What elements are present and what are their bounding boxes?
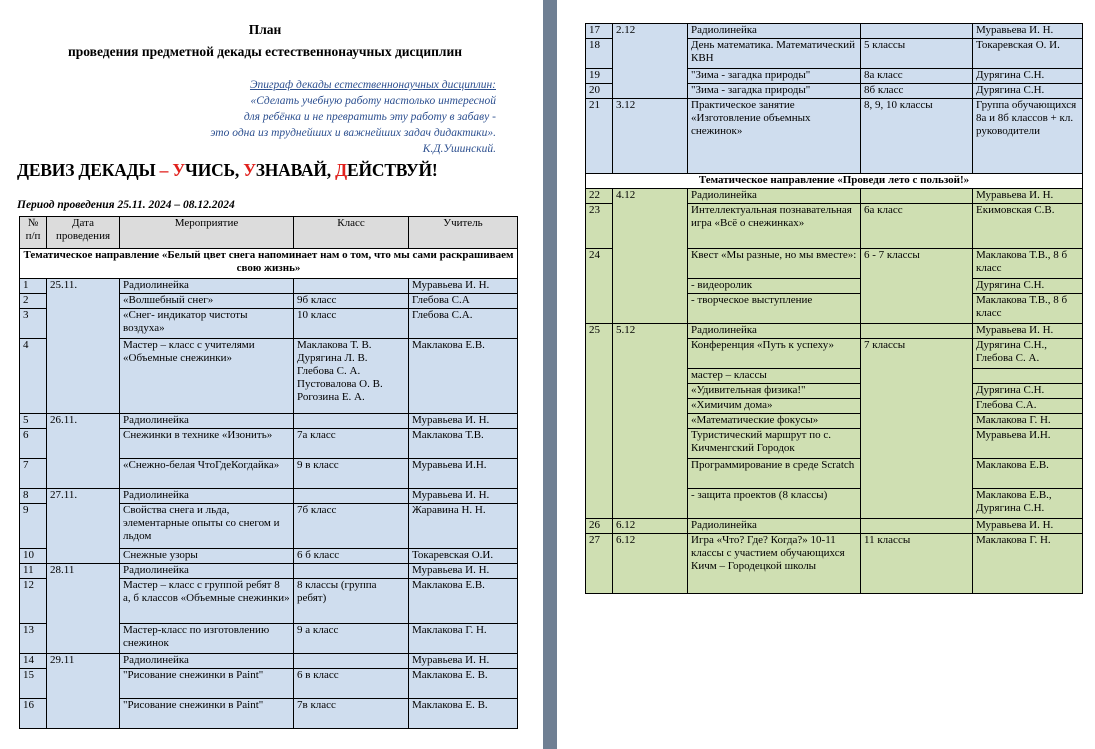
row-event: Радиолинейка bbox=[688, 324, 861, 339]
epigraph bbox=[210, 77, 496, 157]
motto-letter: У bbox=[172, 160, 186, 180]
row-event: «Математические фокусы» bbox=[688, 414, 861, 429]
row-date: 4.12 bbox=[613, 189, 688, 324]
row-teacher: Муравьева И.Н. bbox=[973, 429, 1083, 459]
row-class bbox=[861, 24, 973, 39]
row-teacher: Муравьева И. Н. bbox=[973, 324, 1083, 339]
epigraph-line: для ребёнка и не превратить эту работу в забаву - bbox=[243, 111, 496, 123]
header-number: № п/п bbox=[20, 217, 47, 249]
row-event: Практическое занятие «Изготовление объемных снежинок» bbox=[688, 99, 861, 174]
row-event: - защита проектов (8 классы) bbox=[688, 489, 861, 519]
row-teacher: Маклакова Е.В. bbox=[409, 579, 518, 624]
row-event: Программирование в среде Scratch bbox=[688, 459, 861, 489]
row-number: 23 bbox=[586, 204, 613, 249]
row-number: 10 bbox=[20, 549, 47, 564]
row-teacher: Токаревская О. И. bbox=[973, 39, 1083, 69]
row-date: 3.12 bbox=[613, 99, 688, 174]
row-number: 26 bbox=[586, 519, 613, 534]
row-teacher: Маклакова Е.В. bbox=[409, 339, 518, 414]
table-row bbox=[586, 519, 1083, 534]
doc-subtitle: проведения предметной декады естественнонаучных дисциплин bbox=[67, 44, 463, 59]
epigraph-heading: Эпиграф декады естественнонаучных дисциплин: bbox=[249, 79, 496, 91]
row-event: Конференция «Путь к успеху» bbox=[688, 339, 861, 369]
row-class: Маклакова Т. В. Дурягина Л. В. Глебова С. А. Пустовалова О. В. Рогозина Е. А. bbox=[294, 339, 409, 414]
row-teacher: Дурягина С.Н., Глебова С. А. bbox=[973, 339, 1083, 369]
row-teacher: Маклакова Е. В. bbox=[409, 699, 518, 729]
row-event: Радиолинейка bbox=[688, 519, 861, 534]
row-class: 7в класс bbox=[294, 699, 409, 729]
row-event: "Рисование снежинки в Paint" bbox=[120, 669, 294, 699]
row-event: Туристический маршрут по с. Кичменгский Городок bbox=[688, 429, 861, 459]
schedule-table-left bbox=[19, 216, 518, 729]
row-date: 29.11 bbox=[47, 654, 120, 729]
table-row bbox=[586, 24, 1083, 39]
row-class: 6 в класс bbox=[294, 669, 409, 699]
row-teacher: Муравьева И. Н. bbox=[409, 489, 518, 504]
table-row bbox=[20, 279, 518, 294]
row-number: 12 bbox=[20, 579, 47, 624]
row-number: 11 bbox=[20, 564, 47, 579]
period-line: Период проведения 25.11. 2024 – 08.12.2024 bbox=[17, 199, 235, 211]
row-teacher: Муравьева И. Н. bbox=[409, 279, 518, 294]
row-number: 6 bbox=[20, 429, 47, 459]
row-teacher: Маклакова Г. Н. bbox=[973, 534, 1083, 594]
row-class: 9б класс bbox=[294, 294, 409, 309]
row-event: - видеоролик bbox=[688, 279, 861, 294]
row-teacher: Дурягина С.Н. bbox=[973, 84, 1083, 99]
row-event: Интеллектуальная познавательная игра «Всё о снежинках» bbox=[688, 204, 861, 249]
row-event: Радиолинейка bbox=[120, 654, 294, 669]
row-class: 9 а класс bbox=[294, 624, 409, 654]
row-date: 26.11. bbox=[47, 414, 120, 489]
row-teacher: Маклакова Т.В., 8 б класс bbox=[973, 294, 1083, 324]
row-event: «Волшебный снег» bbox=[120, 294, 294, 309]
row-number: 15 bbox=[20, 669, 47, 699]
row-teacher: Маклакова Е.В. bbox=[973, 459, 1083, 489]
page-divider bbox=[543, 0, 557, 749]
row-teacher: Жаравина Н. Н. bbox=[409, 504, 518, 549]
row-teacher: Муравьева И. Н. bbox=[409, 564, 518, 579]
epigraph-author: К.Д.Ушинский. bbox=[422, 143, 496, 155]
row-number: 22 bbox=[586, 189, 613, 204]
header-teacher: Учитель bbox=[409, 217, 518, 249]
row-event: Радиолинейка bbox=[688, 24, 861, 39]
row-number: 5 bbox=[20, 414, 47, 429]
row-class: 6а класс bbox=[861, 204, 973, 249]
row-class: 7 классы bbox=[861, 339, 973, 519]
document-page-right bbox=[557, 0, 1095, 749]
table-row bbox=[20, 564, 518, 579]
row-event: «Снег- индикатор чистоты воздуха» bbox=[120, 309, 294, 339]
motto-word: ЕЙСТВУЙ! bbox=[347, 160, 438, 180]
row-number: 20 bbox=[586, 84, 613, 99]
row-event: Радиолинейка bbox=[120, 414, 294, 429]
row-teacher: Дурягина С.Н. bbox=[973, 69, 1083, 84]
row-class bbox=[294, 279, 409, 294]
row-class bbox=[294, 414, 409, 429]
row-teacher: Группа обучающихся 8а и 8б классов + кл. руководители bbox=[973, 99, 1083, 174]
doc-title: План bbox=[248, 22, 282, 37]
motto-dash: – bbox=[155, 160, 173, 180]
epigraph-line: «Сделать учебную работу настолько интересной bbox=[250, 95, 496, 107]
row-teacher: Муравьева И. Н. bbox=[973, 519, 1083, 534]
row-date: 28.11 bbox=[47, 564, 120, 654]
row-event: Свойства снега и льда, элементарные опыты со снегом и льдом bbox=[120, 504, 294, 549]
row-event: «Снежно-белая ЧтоГдеКогдайка» bbox=[120, 459, 294, 489]
table-row bbox=[586, 189, 1083, 204]
row-class bbox=[861, 189, 973, 204]
epigraph-line: это одна из труднейших и важнейших задач дидактики». bbox=[210, 127, 496, 139]
table-row bbox=[20, 489, 518, 504]
row-number: 19 bbox=[586, 69, 613, 84]
row-teacher: Маклакова Е. В. bbox=[409, 669, 518, 699]
row-teacher: Муравьева И. Н. bbox=[409, 414, 518, 429]
row-class bbox=[294, 564, 409, 579]
row-class: 7б класс bbox=[294, 504, 409, 549]
section-row bbox=[586, 174, 1083, 189]
row-number: 4 bbox=[20, 339, 47, 414]
row-event: Мастер – класс с учителями «Объемные снежинки» bbox=[120, 339, 294, 414]
row-teacher: Екимовская С.В. bbox=[973, 204, 1083, 249]
table-row bbox=[20, 414, 518, 429]
row-teacher bbox=[973, 369, 1083, 384]
row-number: 13 bbox=[20, 624, 47, 654]
row-class: 8, 9, 10 классы bbox=[861, 99, 973, 174]
row-date: 25.11. bbox=[47, 279, 120, 414]
table-row bbox=[586, 324, 1083, 339]
row-teacher: Маклакова Г. Н. bbox=[973, 414, 1083, 429]
table-row bbox=[20, 654, 518, 669]
row-class: 11 классы bbox=[861, 534, 973, 594]
row-number: 24 bbox=[586, 249, 613, 324]
row-event: "Рисование снежинки в Paint" bbox=[120, 699, 294, 729]
row-date: 6.12 bbox=[613, 534, 688, 594]
row-class: 8б класс bbox=[861, 84, 973, 99]
row-teacher: Глебова С.А. bbox=[973, 399, 1083, 414]
row-teacher: Дурягина С.Н. bbox=[973, 384, 1083, 399]
row-number: 8 bbox=[20, 489, 47, 504]
row-event: Снежинки в технике «Изонить» bbox=[120, 429, 294, 459]
row-class bbox=[294, 654, 409, 669]
row-event: Радиолинейка bbox=[120, 489, 294, 504]
row-teacher: Муравьева И. Н. bbox=[973, 189, 1083, 204]
row-teacher: Муравьева И.Н. bbox=[409, 459, 518, 489]
section-row bbox=[20, 249, 518, 279]
table-row bbox=[586, 534, 1083, 594]
row-class: 6 б класс bbox=[294, 549, 409, 564]
row-class: 5 классы bbox=[861, 39, 973, 69]
row-number: 18 bbox=[586, 39, 613, 69]
table-row bbox=[586, 99, 1083, 174]
row-number: 9 bbox=[20, 504, 47, 549]
row-teacher: Маклакова Т.В. bbox=[409, 429, 518, 459]
table-header-row bbox=[20, 217, 518, 249]
section-title: Тематическое направление «Проведи лето с пользой!» bbox=[586, 174, 1083, 189]
motto-letter: У bbox=[243, 160, 256, 180]
row-teacher: Маклакова Г. Н. bbox=[409, 624, 518, 654]
row-teacher: Маклакова Т.В., 8 б класс bbox=[973, 249, 1083, 279]
row-event: Мастер-класс по изготовлению снежинок bbox=[120, 624, 294, 654]
row-event: - творческое выступление bbox=[688, 294, 861, 324]
row-number: 2 bbox=[20, 294, 47, 309]
document-page-left bbox=[0, 0, 530, 749]
row-number: 21 bbox=[586, 99, 613, 174]
row-number: 14 bbox=[20, 654, 47, 669]
decade-motto bbox=[17, 160, 438, 181]
row-date: 27.11. bbox=[47, 489, 120, 564]
row-event: Радиолинейка bbox=[688, 189, 861, 204]
row-number: 7 bbox=[20, 459, 47, 489]
row-class bbox=[861, 519, 973, 534]
motto-word: ЧИСЬ, bbox=[185, 160, 244, 180]
row-event: День математика. Математический КВН bbox=[688, 39, 861, 69]
row-teacher: Глебова С.А. bbox=[409, 309, 518, 339]
row-date: 6.12 bbox=[613, 519, 688, 534]
row-event: Мастер – класс с группой ребят 8 а, б классов «Объемные снежинки» bbox=[120, 579, 294, 624]
row-event: Квест «Мы разные, но мы вместе»: bbox=[688, 249, 861, 279]
header-class: Класс bbox=[294, 217, 409, 249]
row-teacher: Глебова С.А bbox=[409, 294, 518, 309]
motto-word: ЗНАВАЙ, bbox=[255, 160, 336, 180]
row-event: Радиолинейка bbox=[120, 279, 294, 294]
row-class: 10 класс bbox=[294, 309, 409, 339]
row-date: 5.12 bbox=[613, 324, 688, 519]
row-number: 25 bbox=[586, 324, 613, 519]
row-event: мастер – классы bbox=[688, 369, 861, 384]
row-teacher: Муравьева И. Н. bbox=[973, 24, 1083, 39]
row-date: 2.12 bbox=[613, 24, 688, 99]
row-class: 6 - 7 классы bbox=[861, 249, 973, 324]
row-event: Игра «Что? Где? Когда?» 10-11 классы с участием обучающихся Кичм – Городецкой школы bbox=[688, 534, 861, 594]
row-teacher: Маклакова Е.В., Дурягина С.Н. bbox=[973, 489, 1083, 519]
row-number: 27 bbox=[586, 534, 613, 594]
row-number: 17 bbox=[586, 24, 613, 39]
motto-prefix: ДЕВИЗ ДЕКАДЫ bbox=[17, 160, 156, 180]
row-teacher: Дурягина С.Н. bbox=[973, 279, 1083, 294]
schedule-table-right bbox=[585, 23, 1083, 594]
row-event: "Зима - загадка природы" bbox=[688, 84, 861, 99]
header-date: Дата проведения bbox=[47, 217, 120, 249]
row-class: 8а класс bbox=[861, 69, 973, 84]
row-event: «Химичим дома» bbox=[688, 399, 861, 414]
section-title: Тематическое направление «Белый цвет снега напоминает нам о том, что мы сами раскрашиваем свою жизнь» bbox=[20, 249, 518, 279]
header-event: Мероприятие bbox=[120, 217, 294, 249]
row-teacher: Муравьева И. Н. bbox=[409, 654, 518, 669]
row-class: 8 классы (группа ребят) bbox=[294, 579, 409, 624]
row-event: Радиолинейка bbox=[120, 564, 294, 579]
row-number: 1 bbox=[20, 279, 47, 294]
motto-letter: Д bbox=[335, 160, 347, 180]
row-class bbox=[861, 324, 973, 339]
row-teacher: Токаревская О.И. bbox=[409, 549, 518, 564]
row-class: 7а класс bbox=[294, 429, 409, 459]
row-event: "Зима - загадка природы" bbox=[688, 69, 861, 84]
row-number: 3 bbox=[20, 309, 47, 339]
row-event: «Удивительная физика!" bbox=[688, 384, 861, 399]
row-number: 16 bbox=[20, 699, 47, 729]
row-class bbox=[294, 489, 409, 504]
row-class: 9 в класс bbox=[294, 459, 409, 489]
row-event: Снежные узоры bbox=[120, 549, 294, 564]
